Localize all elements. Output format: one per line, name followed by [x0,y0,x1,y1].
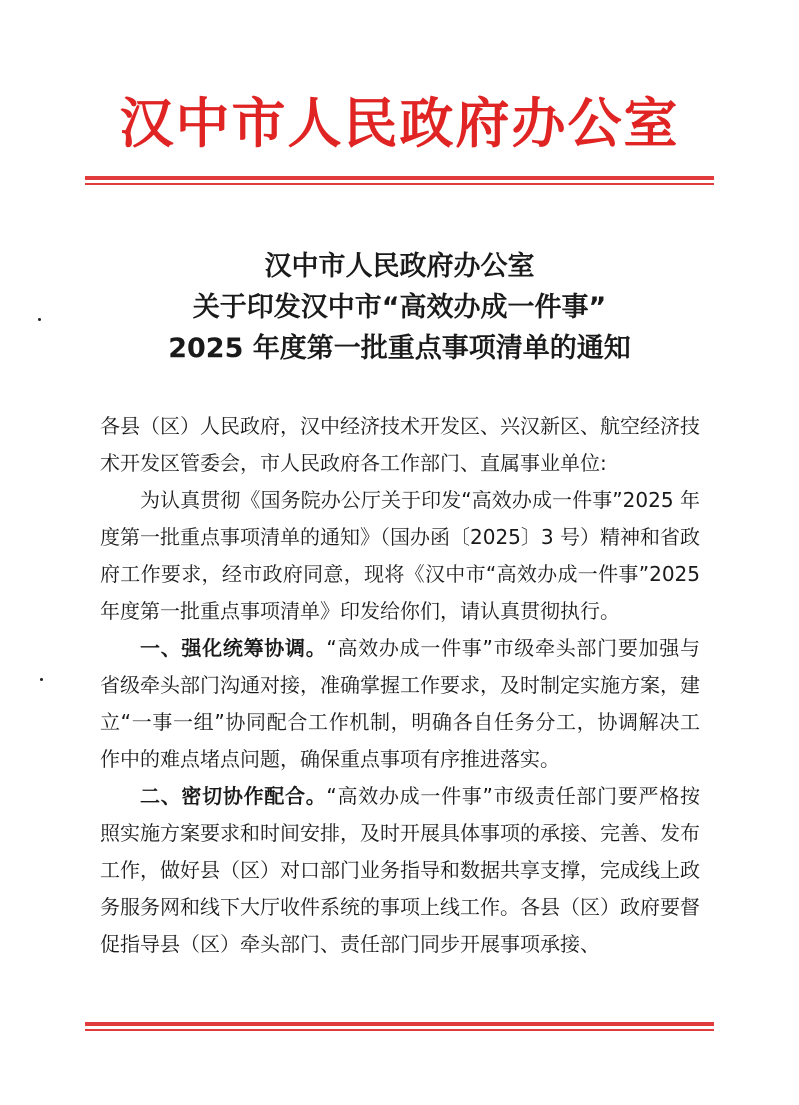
footer-rule-thin [85,1029,714,1031]
section-2-text: “高效办成一件事”市级责任部门要严格按照实施方案要求和时间安排，及时开展具体事项的承接、完善、发布工作，做好县（区）对口部门业务指导和数据共享支撑，完成线上政务服务网和线下大厅收件系统的事项上线工作。各县（区）政府要督促指导县（区）牵头部门、责任部门同步开展事项承接、 [100,784,700,956]
section-1-text: “高效办成一件事”市级牵头部门要加强与省级牵头部门沟通对接，准确掌握工作要求，及时制定实施方案，建立“一事一组”协同配合工作机制，明确各自任务分工，协调解决工作中的难点堵点问题，确保重点事项有序推进落实。 [100,636,700,771]
section-2-paragraph [100,778,700,963]
org-header: 汉中市人民政府办公室 [119,91,680,155]
section-1-heading: 一、强化统筹协调。 [140,636,327,660]
header-rule-thick [85,176,714,180]
document-title-line-1: 汉中市人民政府办公室 [264,251,535,282]
section-1-paragraph [100,630,700,778]
document-title-line-2: 关于印发汉中市“高效办成一件事” [192,292,607,323]
document-title-line-3: 2025 年度第一批重点事项清单的通知 [168,333,631,364]
addressee: 各县（区）人民政府，汉中经济技术开发区、兴汉新区、航空经济技术开发区管委会，市人民政府各工作部门、直属事业单位: [100,414,700,475]
intro-paragraph: 为认真贯彻《国务院办公厅关于印发“高效办成一件事”2025 年度第一批重点事项清单的通知》（国办函〔2025〕3 号）精神和省政府工作要求，经市政府同意，现将《汉中市“高效办成一件事”2025 年度第一批重点事项清单》印发给你们，请认真贯彻执行。 [100,488,700,623]
section-2-heading: 二、密切协作配合。 [140,784,327,808]
footer-rule-thick [85,1022,714,1026]
scan-mark [40,678,43,681]
scan-mark [38,318,41,321]
header-rule-thin [85,183,714,185]
document-body [100,408,700,963]
